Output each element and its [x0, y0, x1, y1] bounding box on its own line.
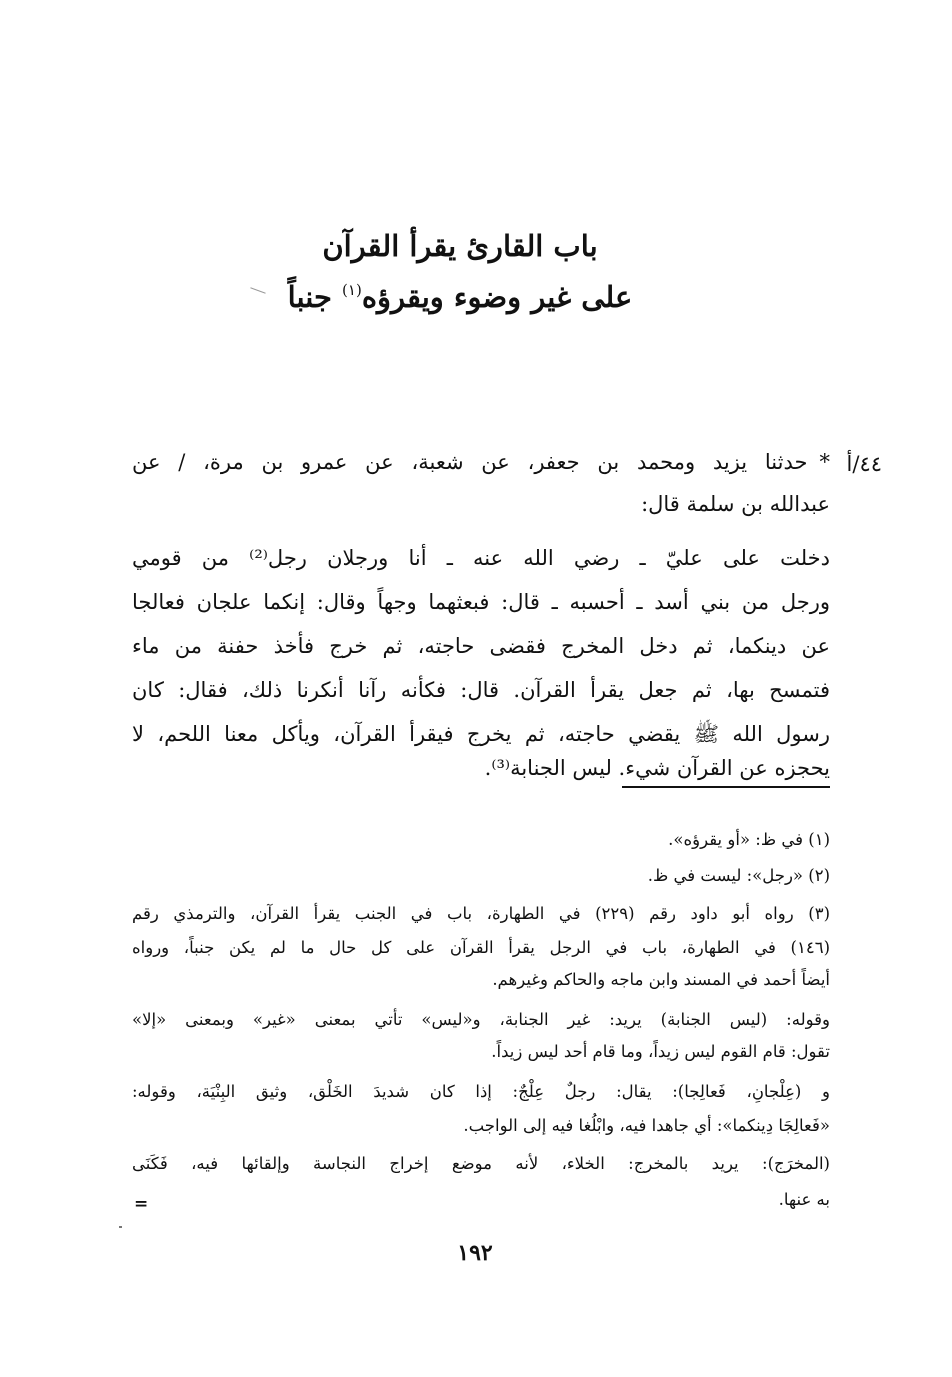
footnote-1: (١) في ظ: «أو يقرؤه».	[668, 830, 830, 849]
matn-line-5: رسول الله ﷺ يقضي حاجته، ثم يخرج فيقرأ القرآن، ويأكل معنا اللحم، لا	[132, 722, 830, 746]
chapter-title-line-1: باب القارئ يقرأ القرآن	[322, 229, 598, 263]
footnote-3-line-5: تقول: قام القوم ليس زيداً، وما قام أحد ليس زيداً.	[491, 1042, 830, 1061]
footnote-3-line-7: «فَعالِجَا دِينكما»: أي جاهدا فيه، وابْلُغا فيه إلى الواجب.	[463, 1116, 830, 1135]
chapter-title-line-2: على غير وضوء ويقرؤه$^{(١)}$ جنباً	[287, 280, 633, 314]
footnote-3-line-6: و (عِلْجانِ، فَعالِجا): يقال: رجلٌ عِلْجٌ: إذا كان شديدَ الخَلْق، وثيق البِنْيَة، وقوله:	[132, 1082, 830, 1101]
isnad-line-2: عبدالله بن سلمة قال:	[641, 492, 830, 516]
footnote-3-line-4: وقوله: (ليس الجنابة) يريد: غير الجنابة، و«ليس» تأتي بمعنى «غير» وبمعنى «إلا»	[132, 1010, 830, 1029]
footnote-3-line-9: به عنها.	[778, 1190, 830, 1209]
matn-line-2: ورجل من بني أسد ـ أحسبه ـ قال: فبعثهما وجهاً وقال: إنكما علجان فعالجا	[132, 590, 830, 614]
matn-line-6: يحجزه عن القرآن شيء. ليس الجنابة⁽³⁾.	[484, 756, 830, 780]
footnote-3-line-3: أيضاً أحمد في المسند وابن ماجه والحاكم وغيرهم.	[492, 970, 830, 989]
continuation-mark: =	[134, 1194, 149, 1214]
footnote-3-line-2: (١٤٦) في الطهارة، باب في الرجل يقرأ القرآن على كل حال ما لم يكن جنباً، ورواه	[132, 938, 830, 957]
scan-speck	[119, 1226, 122, 1228]
footnote-3-line-8: (المخرَج): يريد بالمخرج: الخلاء، لأنه موضع إخراج النجاسة وإلقائها فيه، فَكَنَى	[132, 1154, 830, 1173]
isnad-line-1: *حدثنا يزيد ومحمد بن جعفر، عن شعبة، عن عمرو بن مرة، / عن	[132, 450, 830, 474]
hadith-star-icon: *	[819, 450, 830, 474]
matn-line-4: فتمسح بها، ثم جعل يقرأ القرآن. قال: فكأنه رآنا أنكرنا ذلك، فقال: كان	[132, 678, 830, 702]
matn-line-1: دخلت على عليّ ـ رضي الله عنه ـ أنا ورجلان رجل⁽²⁾ من قومي	[132, 546, 830, 570]
footnote-separator	[622, 786, 830, 788]
footnote-marker-1: (١)	[342, 281, 362, 299]
page-number: ١٩٢	[457, 1240, 493, 1266]
matn-line-3: عن دينكما، ثم دخل المخرج فقضى حاجته، ثم خرج فأخذ حفنة من ماء	[132, 634, 830, 658]
footnote-2: (٢) «رجل»: ليست في ظ.	[647, 866, 830, 885]
manuscript-folio-reference: ٤٤/أ	[846, 452, 882, 476]
footnote-3-line-1: (٣) رواه أبو داود رقم (٢٢٩) في الطهارة، باب في الجنب يقرأ القرآن، والترمذي رقم	[132, 904, 830, 923]
